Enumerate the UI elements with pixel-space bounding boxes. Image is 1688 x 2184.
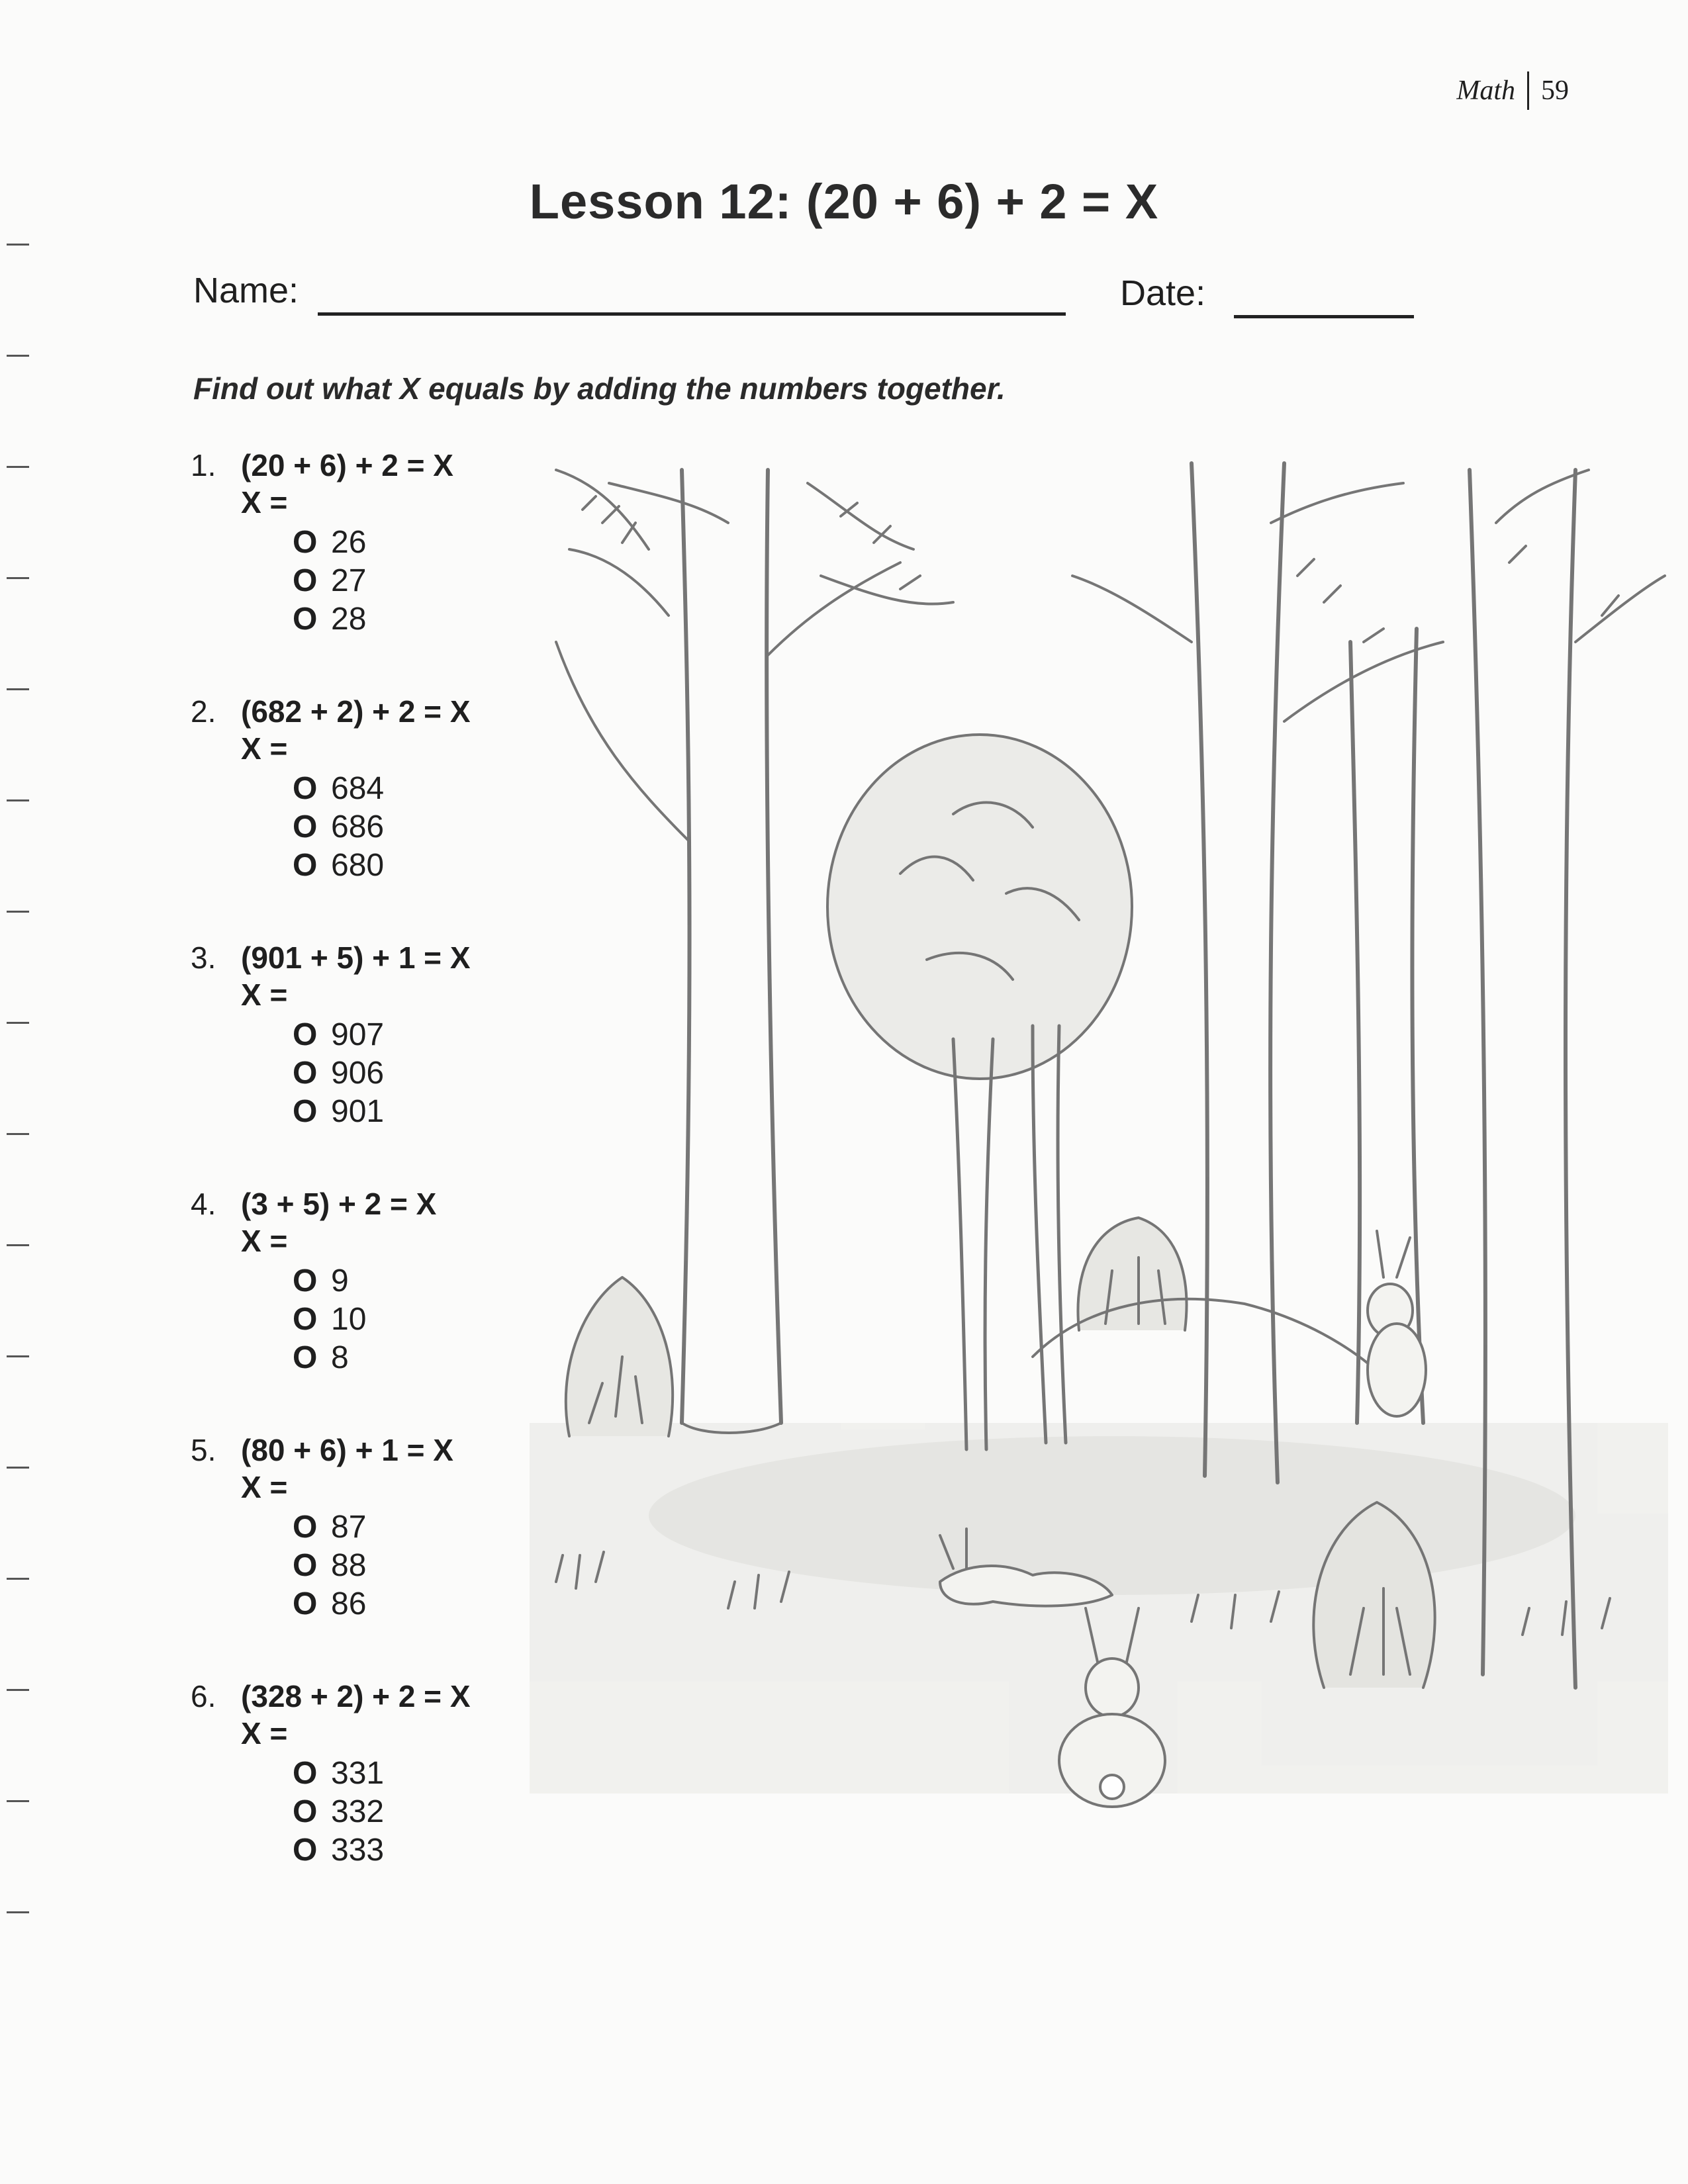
question-5 [191,1432,535,1651]
answer-bubble[interactable]: O [293,809,318,844]
answer-option[interactable] [293,524,366,561]
answer-option[interactable] [293,563,366,599]
margin-mark [7,244,29,246]
answer-option[interactable] [293,1301,366,1338]
instructions: Find out what X equals by adding the numbers together. [193,371,1006,406]
option-value: 87 [331,1510,367,1545]
forest-sketch-svg [530,443,1668,1833]
question-prompt [191,694,471,729]
option-value: 27 [331,563,367,598]
answer-label: X = [241,485,288,520]
margin-mark [7,1467,29,1469]
answer-option[interactable] [293,809,384,845]
question-number: 5. [191,1433,216,1467]
question-1 [191,447,535,666]
answer-option[interactable] [293,1055,384,1091]
forest-rabbits-illustration [530,443,1668,1833]
question-number: 1. [191,448,216,482]
answer-option[interactable] [293,1340,349,1376]
section-name: Math [1456,75,1515,106]
header-divider [1527,71,1529,110]
question-3 [191,940,535,1158]
answer-bubble[interactable]: O [293,563,318,598]
question-number: 6. [191,1679,216,1713]
option-value: 88 [331,1548,367,1583]
option-value: 10 [331,1302,367,1337]
answer-bubble[interactable]: O [293,1017,318,1052]
date-label: Date: [1120,273,1206,313]
option-value: 332 [331,1794,385,1829]
margin-mark [7,1355,29,1357]
margin-mark [7,466,29,468]
answer-bubble[interactable]: O [293,1302,318,1337]
answer-label: X = [241,1224,288,1258]
option-value: 9 [331,1263,349,1298]
question-prompt [191,1186,436,1222]
answer-bubble[interactable]: O [293,525,318,560]
question-2 [191,694,535,912]
option-value: 333 [331,1833,385,1868]
margin-mark [7,1244,29,1246]
option-value: 901 [331,1094,385,1129]
question-number: 3. [191,940,216,975]
margin-mark [7,1578,29,1580]
answer-bubble[interactable]: O [293,1056,318,1091]
answer-bubble[interactable]: O [293,602,318,637]
option-value: 906 [331,1056,385,1091]
name-label: Name: [193,271,299,310]
margin-mark [7,577,29,579]
answer-bubble[interactable]: O [293,1756,318,1791]
binder-margin-marks [0,0,40,2184]
option-value: 8 [331,1340,349,1375]
answer-bubble[interactable]: O [293,1794,318,1829]
option-value: 86 [331,1586,367,1621]
page-number: 59 [1541,75,1569,106]
answer-bubble[interactable]: O [293,1548,318,1583]
answer-option[interactable] [293,1509,366,1545]
question-number: 4. [191,1187,216,1221]
name-field[interactable] [318,312,1066,316]
margin-mark [7,1800,29,1802]
answer-label: X = [241,731,288,766]
answer-bubble[interactable]: O [293,1510,318,1545]
page-header [1456,71,1569,110]
question-prompt [191,447,453,483]
margin-mark [7,911,29,913]
answer-option[interactable] [293,1093,384,1130]
answer-bubble[interactable]: O [293,1340,318,1375]
answer-option[interactable] [293,847,384,884]
answer-option[interactable] [293,770,384,807]
question-expression: (3 + 5) + 2 = X [241,1187,437,1221]
answer-label: X = [241,1716,288,1751]
question-expression: (901 + 5) + 1 = X [241,940,471,975]
question-expression: (682 + 2) + 2 = X [241,694,471,729]
answer-bubble[interactable]: O [293,848,318,883]
answer-option[interactable] [293,601,366,637]
answer-bubble[interactable]: O [293,771,318,806]
question-expression: (328 + 2) + 2 = X [241,1679,471,1713]
answer-label: X = [241,978,288,1012]
question-expression: (80 + 6) + 1 = X [241,1433,453,1467]
lesson-title: Lesson 12: (20 + 6) + 2 = X [529,174,1159,229]
option-value: 331 [331,1756,385,1791]
answer-option[interactable] [293,1586,366,1622]
option-value: 907 [331,1017,385,1052]
margin-mark [7,1689,29,1691]
date-field[interactable] [1234,315,1414,318]
option-value: 684 [331,771,385,806]
option-value: 686 [331,809,385,844]
question-expression: (20 + 6) + 2 = X [241,448,453,482]
option-value: 28 [331,602,367,637]
margin-mark [7,799,29,801]
question-4 [191,1186,535,1404]
answer-option[interactable] [293,1794,384,1830]
answer-bubble[interactable]: O [293,1263,318,1298]
answer-option[interactable] [293,1755,384,1792]
option-value: 680 [331,848,385,883]
answer-option[interactable] [293,1263,349,1299]
answer-option[interactable] [293,1547,366,1584]
answer-option[interactable] [293,1832,384,1868]
question-number: 2. [191,694,216,729]
question-6 [191,1678,535,1897]
answer-option[interactable] [293,1017,384,1053]
margin-mark [7,355,29,357]
answer-label: X = [241,1470,288,1504]
answer-bubble[interactable]: O [293,1586,318,1621]
margin-mark [7,1911,29,1913]
student-fields [193,270,1418,336]
answer-bubble[interactable]: O [293,1094,318,1129]
margin-mark [7,1022,29,1024]
answer-bubble[interactable]: O [293,1833,318,1868]
question-prompt [191,940,471,976]
margin-mark [7,1133,29,1135]
question-prompt [191,1432,453,1468]
option-value: 26 [331,525,367,560]
question-prompt [191,1678,471,1714]
margin-mark [7,688,29,690]
